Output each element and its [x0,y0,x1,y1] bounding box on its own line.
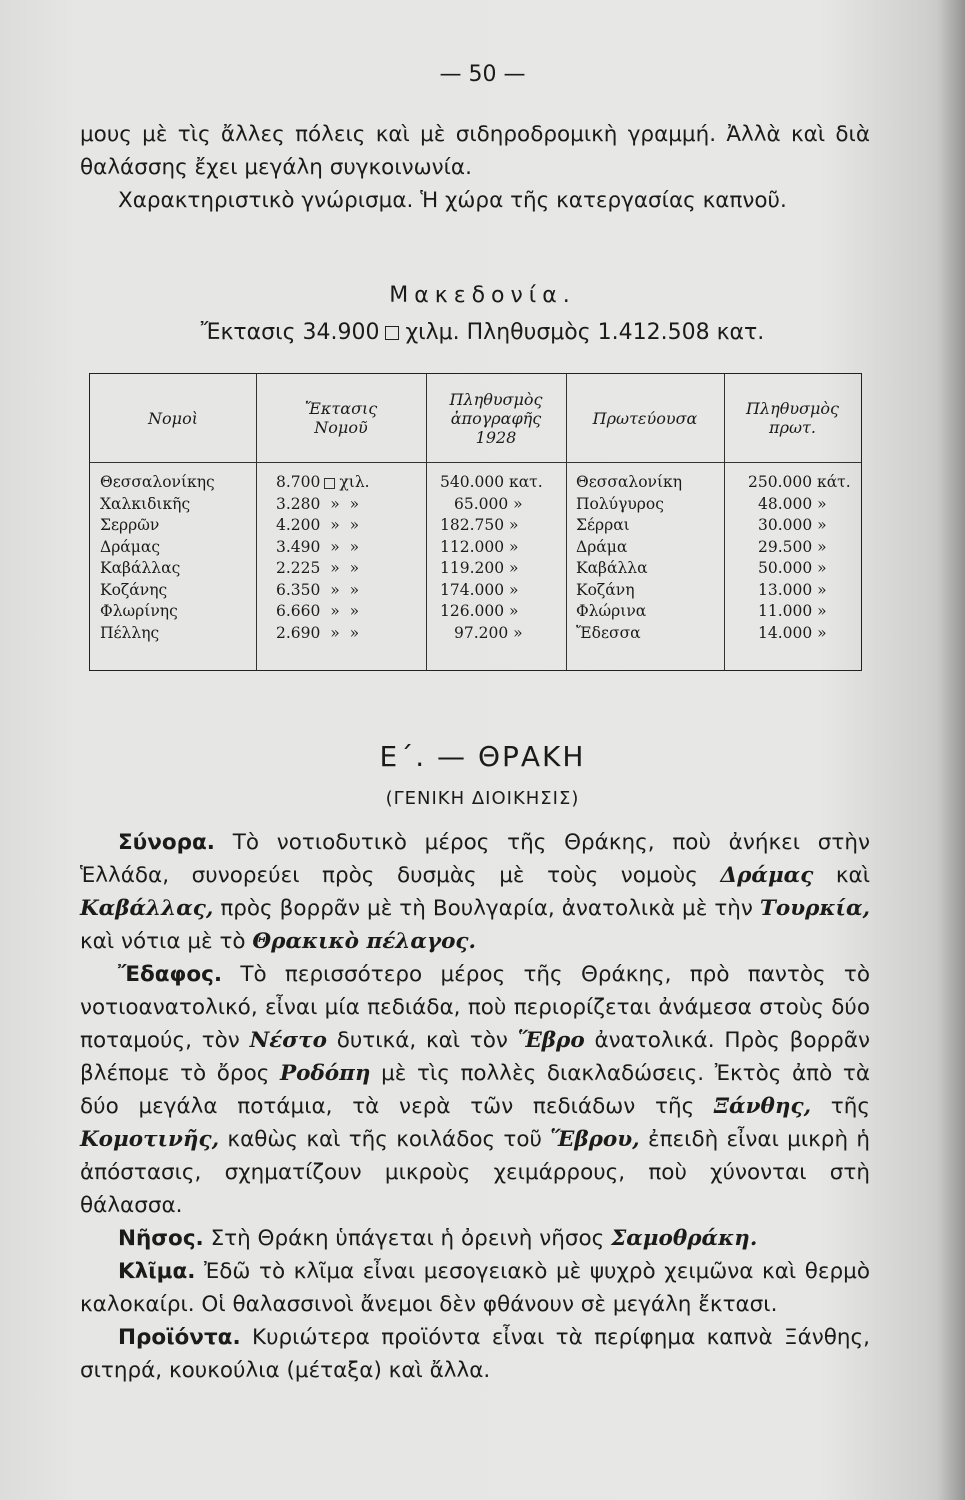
population-cell: 97.200 » [454,623,523,642]
ditto-mark: » [349,494,360,513]
section-subtitle: (ΓΕΝΙΚΗ ΔΙΟΙΚΗΣΙΣ) [385,788,580,809]
section-title: Ε΄. — ΘΡΑΚΗ [379,740,586,773]
prefecture-cell: Πέλλης [100,623,160,642]
island-label: Νῆσος. [118,1226,204,1251]
header-area-line2: Νομοῦ [314,418,368,437]
ditto-mark: » [330,602,340,620]
square-symbol-icon [324,478,335,489]
area-value: 6.350 [276,580,321,599]
ditto-mark: » [349,516,360,534]
area-cell [276,472,370,494]
area-value: 2.225 [276,559,321,577]
terrain-text: δυτικά, καὶ τὸν [326,1028,518,1053]
capital-column [576,472,682,644]
region-area-unit: χιλμ. [405,320,460,345]
population-cell: 182.750 » [440,516,519,534]
capital-cell: Ἔδεσσα [576,623,641,642]
header-area [256,374,426,462]
climate-paragraph [80,1255,870,1321]
header-capital [566,374,724,462]
capital-cell: Φλώρινα [576,602,647,620]
thrace-body [80,826,870,1387]
population-cell: 112.000 » [440,537,519,556]
page-number: — 50 — [439,62,526,87]
prefecture-cell: Καβάλλας [100,559,181,577]
area-cell [276,558,370,580]
capital-population-cell: 11.000 » [758,602,827,620]
area-value: 4.200 [276,516,321,534]
capital-population-cell: 29.500 » [758,537,827,556]
header-pop-line2: ἀπογραφῆς [450,408,542,428]
prefecture-cell: Θεσσαλονίκης [100,473,215,491]
terrain-emphasis: Νέστο [249,1028,327,1053]
area-cell [276,515,370,537]
ditto-mark: » [349,602,360,620]
ditto-mark: » [349,580,360,599]
borders-emphasis: Θρακικὸ πέλαγος. [252,929,476,954]
terrain-text: τῆς [811,1094,870,1119]
terrain-text: ἀνατολικά. Πρὸς βορρᾶν βλέπομε τὸ ὄρος [80,1028,871,1086]
terrain-emphasis: Ἕβρο [517,1028,585,1053]
area-column [276,472,370,644]
capital-cell: Σέρραι [576,516,630,534]
ditto-mark: » [349,559,360,577]
region-area: Ἔκτασις 34.900 [200,320,380,345]
climate-text: Ἐδῶ τὸ κλῖμα εἶναι μεσογειακὸ μὲ ψυχρὸ χειμῶνα καὶ θερμὸ καλοκαίρι. Οἱ θαλασσινοὶ ἄνεμοι δὲν φθάνουν σὲ μεγάλη ἔκτασι. [80,1259,870,1317]
terrain-label: Ἔδαφος. [118,962,223,987]
region-summary [0,320,965,345]
ditto-mark: » [330,516,340,534]
prefecture-cell: Δράμας [100,537,160,556]
terrain-emphasis: Ροδόπη [279,1061,371,1086]
feature-label: Χαρακτηριστικὸ γνώρισμα. [118,188,414,213]
ditto-mark: » [349,537,360,556]
region-name: Μακεδονία. [389,283,576,308]
capital-population-cell: 50.000 » [758,559,827,577]
area-value: 8.700 [276,473,321,491]
header-capital-population [724,374,861,462]
header-prefecture-text: Νομοὶ [148,408,198,428]
prefecture-cell: Σερρῶν [100,516,160,534]
borders-paragraph [80,826,870,958]
borders-emphasis: Δράμας [720,863,814,888]
island-paragraph [80,1222,870,1255]
header-pop-line1: Πληθυσμὸς [449,389,543,409]
ditto-mark: » [349,623,360,642]
ditto-mark: » [330,580,340,599]
capital-cell: Καβάλλα [576,559,648,577]
header-population [426,374,566,462]
terrain-emphasis: Ἕβρου, [550,1127,640,1152]
borders-text: καὶ νότια μὲ τὸ [80,929,253,954]
area-cell [276,623,370,645]
prefecture-cell: Χαλκιδικῆς [100,494,191,513]
header-area-line1: Ἔκτασις [304,399,378,418]
capital-cell: Θεσσαλονίκη [576,473,682,491]
terrain-text: Τὸ περισσότερο μέρος τῆς Θράκης, πρὸ παντὸς τὸ νοτιοανατολικό, εἶναι μία πεδιάδα, ποὺ περιορίζεται ἀνάμεσα στοὺς δύο ποταμούς, τὸν [80,962,870,1053]
header-prefecture [90,374,256,462]
square-symbol-icon [385,326,399,340]
population-cell: 540.000 κατ. [440,473,543,491]
climate-label: Κλῖμα. [118,1259,196,1284]
header-cappop-line1: Πληθυσμὸς [746,399,839,418]
products-label: Προϊόντα. [118,1325,241,1350]
population-column [440,472,543,644]
borders-label: Σύνορα. [118,830,215,855]
capital-cell: Δράμα [576,537,628,556]
area-value: 3.490 [276,537,321,556]
borders-text: πρὸς βορρᾶν μὲ τὴ Βουλγαρία, ἀνατολικὰ μὲ τὴν [213,896,760,921]
capital-population-cell: 250.000 κάτ. [748,473,851,491]
terrain-text: καθὼς καὶ τῆς κοιλάδος τοῦ [219,1127,551,1152]
capital-population-cell: 48.000 » [758,494,827,513]
intro-block [80,118,870,217]
prefecture-column [100,472,215,644]
ditto-mark: » [330,559,340,577]
area-unit: χιλ. [339,473,370,491]
header-pop-line3: 1928 [475,427,517,447]
feature-paragraph [80,184,870,217]
products-paragraph [80,1321,870,1387]
header-capital-text: Πρωτεύουσα [592,408,698,428]
terrain-emphasis: Ξάνθης, [713,1094,812,1119]
products-text: Κυριώτερα προϊόντα εἶναι τὰ περίφημα καπνὰ Ξάνθης, σιτηρά, κουκούλια (μέταξα) καὶ ἄλλα. [80,1325,870,1383]
population-cell: 119.200 » [440,559,519,577]
intro-paragraph: μους μὲ τὶς ἄλλες πόλεις καὶ μὲ σιδηροδρομικὴ γραμμή. Ἀλλὰ καὶ διὰ θαλάσσης ἔχει μεγάλη συγκοινωνία. [80,122,870,180]
population-cell: 65.000 » [454,494,523,513]
terrain-text: μὲ τὶς πολλὲς διακλαδώσεις. Ἐκτὸς ἀπὸ τὰ δύο μεγάλα ποτάμια, τὰ νερὰ τῶν πεδιάδων τῆς [80,1061,870,1119]
ditto-mark: » [330,537,340,556]
header-cappop-line2: πρωτ. [769,418,816,437]
borders-emphasis: Τουρκία, [759,896,870,921]
capital-population-cell: 13.000 » [758,580,827,599]
terrain-text: ἐπειδὴ εἶναι μικρὴ ἡ ἀπόστασις, σχηματίζουν μικροὺς χειμάρρους, ποὺ χύνονται στὴ θάλασσα. [80,1127,870,1218]
header-divider [90,462,861,463]
population-cell: 174.000 » [440,580,519,599]
capital-cell: Κοζάνη [576,580,635,599]
capital-population-cell: 14.000 » [758,623,827,642]
feature-text: Ἡ χώρα τῆς κατεργασίας καπνοῦ. [413,188,787,213]
population-cell: 126.000 » [440,602,519,620]
borders-emphasis: Καβάλλας, [80,896,214,921]
area-value: 2.690 [276,623,321,642]
capital-population-column [748,472,851,644]
area-cell [276,494,370,516]
region-population: Πληθυσμὸς 1.412.508 κατ. [466,320,765,345]
prefecture-cell: Φλωρίνης [100,602,178,620]
prefecture-cell: Κοζάνης [100,580,168,599]
borders-text: Τὸ νοτιοδυτικὸ μέρος τῆς Θράκης, ποὺ ἀνήκει στὴν Ἑλλάδα, συνορεύει πρὸς δυσμὰς μὲ τοὺς νομοὺς [80,830,870,888]
area-cell [276,580,370,602]
area-cell [276,601,370,623]
prefecture-table [89,373,862,671]
terrain-paragraph [80,958,870,1222]
island-text: Στὴ Θράκη ὑπάγεται ἡ ὀρεινὴ νῆσος [203,1226,612,1251]
island-emphasis: Σαμοθράκη. [611,1226,758,1251]
area-value: 3.280 [276,494,321,513]
terrain-emphasis: Κομοτινῆς, [80,1127,220,1152]
ditto-mark: » [330,623,340,642]
capital-cell: Πολύγυρος [576,494,664,513]
area-cell [276,537,370,559]
area-value: 6.660 [276,602,321,620]
ditto-mark: » [330,494,340,513]
borders-text: καὶ [813,863,871,888]
capital-population-cell: 30.000 » [758,516,827,534]
